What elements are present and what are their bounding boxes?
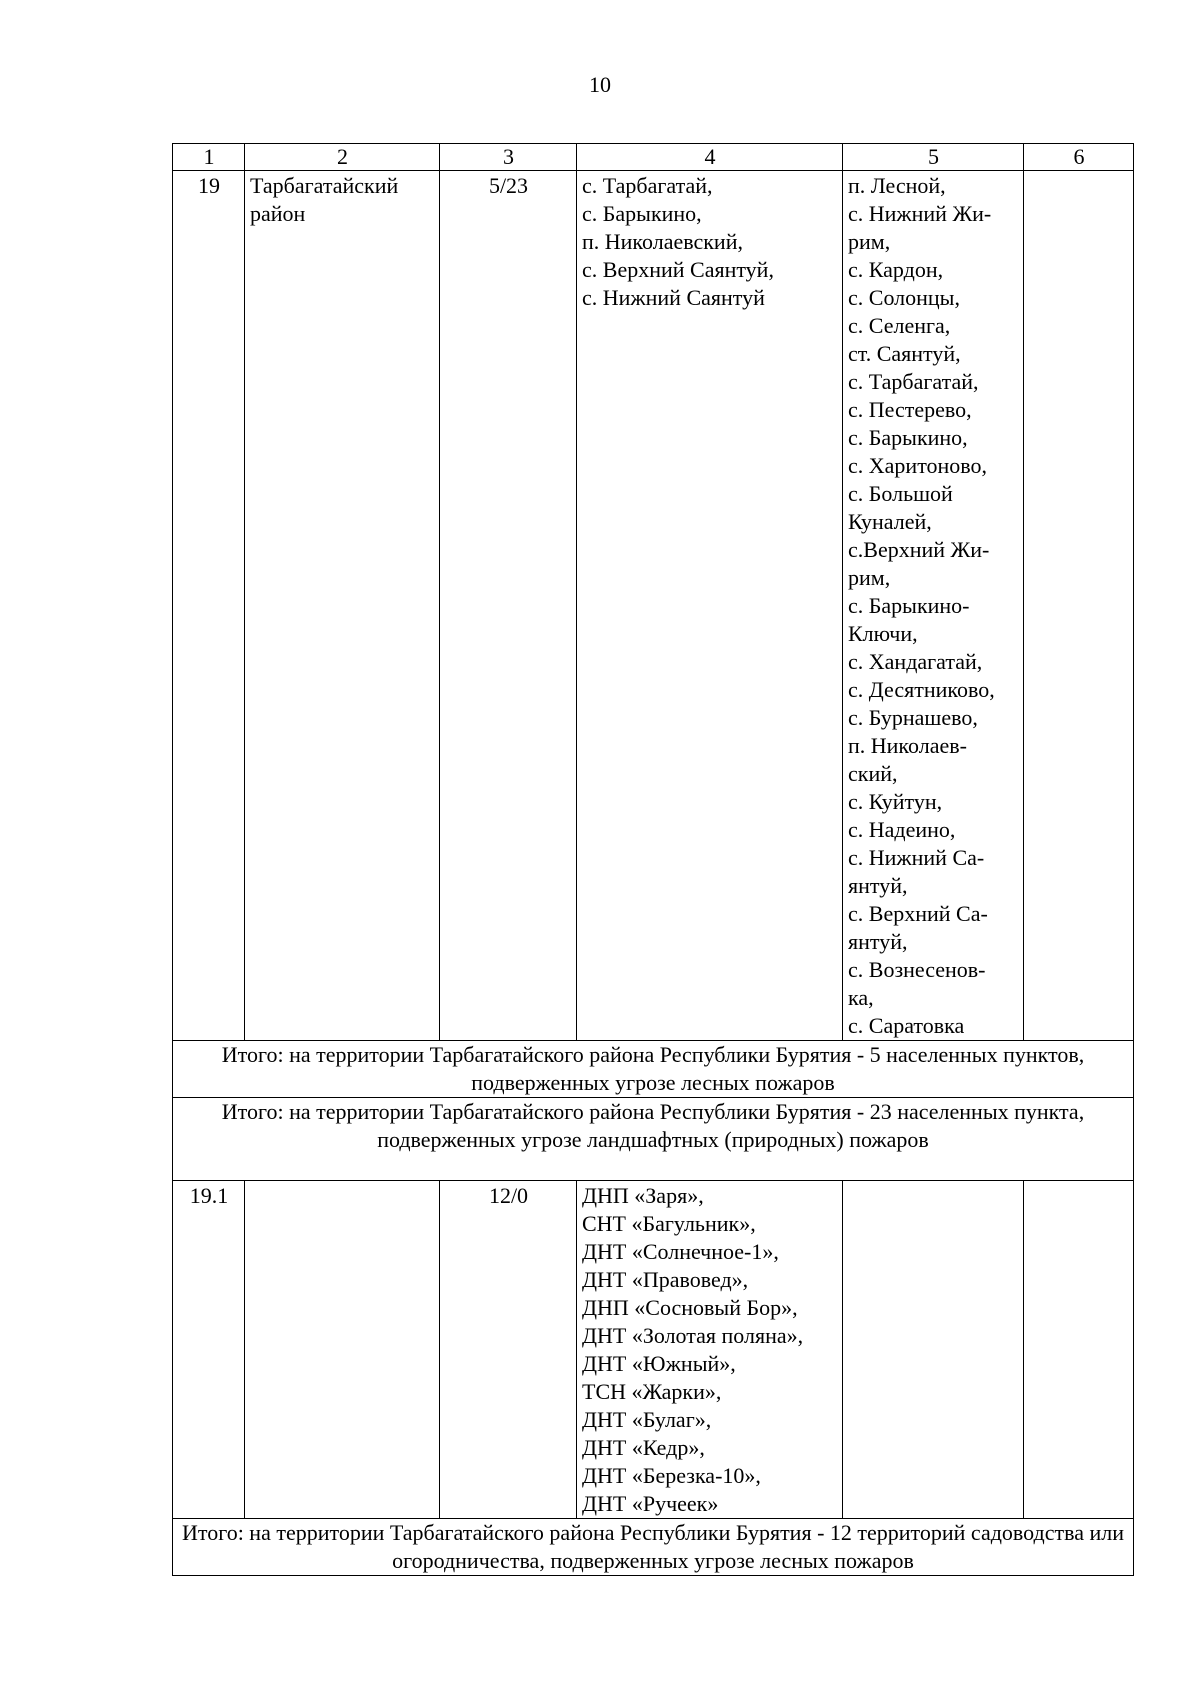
row-number: 19.1 <box>173 1181 245 1519</box>
column-header-3: 3 <box>440 144 577 171</box>
territory-count: 12/0 <box>440 1181 577 1519</box>
column-6-cell <box>1024 1181 1134 1519</box>
district-name <box>245 1181 440 1519</box>
column-6-cell <box>1024 171 1134 1041</box>
table-row-19-1 <box>173 1181 1134 1519</box>
column-header-6: 6 <box>1024 144 1134 171</box>
forest-fire-settlements: с. Тарбагатай, с. Барыкино, п. Николаевский, с. Верхний Саянтуй, с. Нижний Саянтуй <box>577 171 843 1041</box>
gardening-territories: ДНП «Заря», СНТ «Багульник», ДНТ «Солнечное-1», ДНТ «Правовед», ДНП «Сосновый Бор», ДНТ «Золотая поляна», ДНТ «Южный», ТСН «Жарки», ДНТ «Булаг», ДНТ «Кедр», ДНТ «Березка-10», ДНТ «Ручеек» <box>577 1181 843 1519</box>
column-header-4: 4 <box>577 144 843 171</box>
total-gardening-row <box>173 1519 1134 1576</box>
settlement-count: 5/23 <box>440 171 577 1041</box>
column-5-cell <box>843 1181 1024 1519</box>
table-row-19 <box>173 171 1134 1041</box>
district-name: Тарбагатайский район <box>245 171 440 1041</box>
total-forest-fire-settlements: Итого: на территории Тарбагатайского района Республики Бурятия - 5 населенных пунктов, подверженных угрозе лесных пожаров <box>173 1041 1134 1098</box>
row-number: 19 <box>173 171 245 1041</box>
total-landscape-row <box>173 1098 1134 1181</box>
column-header-1: 1 <box>173 144 245 171</box>
column-header-2: 2 <box>245 144 440 171</box>
table-header-row <box>173 144 1134 171</box>
landscape-fire-settlements: п. Лесной, с. Нижний Жи- рим, с. Кардон, с. Солонцы, с. Селенга, ст. Саянтуй, с. Тарбагатай, с. Пестерево, с. Барыкино, с. Харитоново, с. Большой Куналей, с.Верхний Жи- рим, с. Барыкино- Ключи, с. Хандагатай, с. Десятниково, с. Бурнашево, п. Николаев- ский, с. Куйтун, с. Надеино, с. Нижний Са- янтуй, с. Верхний Са- янтуй, с. Вознесенов- ка, с. Саратовка <box>843 171 1024 1041</box>
column-header-5: 5 <box>843 144 1024 171</box>
total-landscape-fire-settlements: Итого: на территории Тарбагатайского района Республики Бурятия - 23 населенных пункта, подверженных угрозе ландшафтных (природных) пожаров <box>173 1098 1134 1181</box>
fire-threat-table <box>172 143 1134 1576</box>
page-number: 10 <box>589 72 611 97</box>
total-gardening-territories: Итого: на территории Тарбагатайского района Республики Бурятия - 12 территорий садоводства или огородничества, подверженных угрозе лесных пожаров <box>173 1519 1134 1576</box>
total-forest-row <box>173 1041 1134 1098</box>
